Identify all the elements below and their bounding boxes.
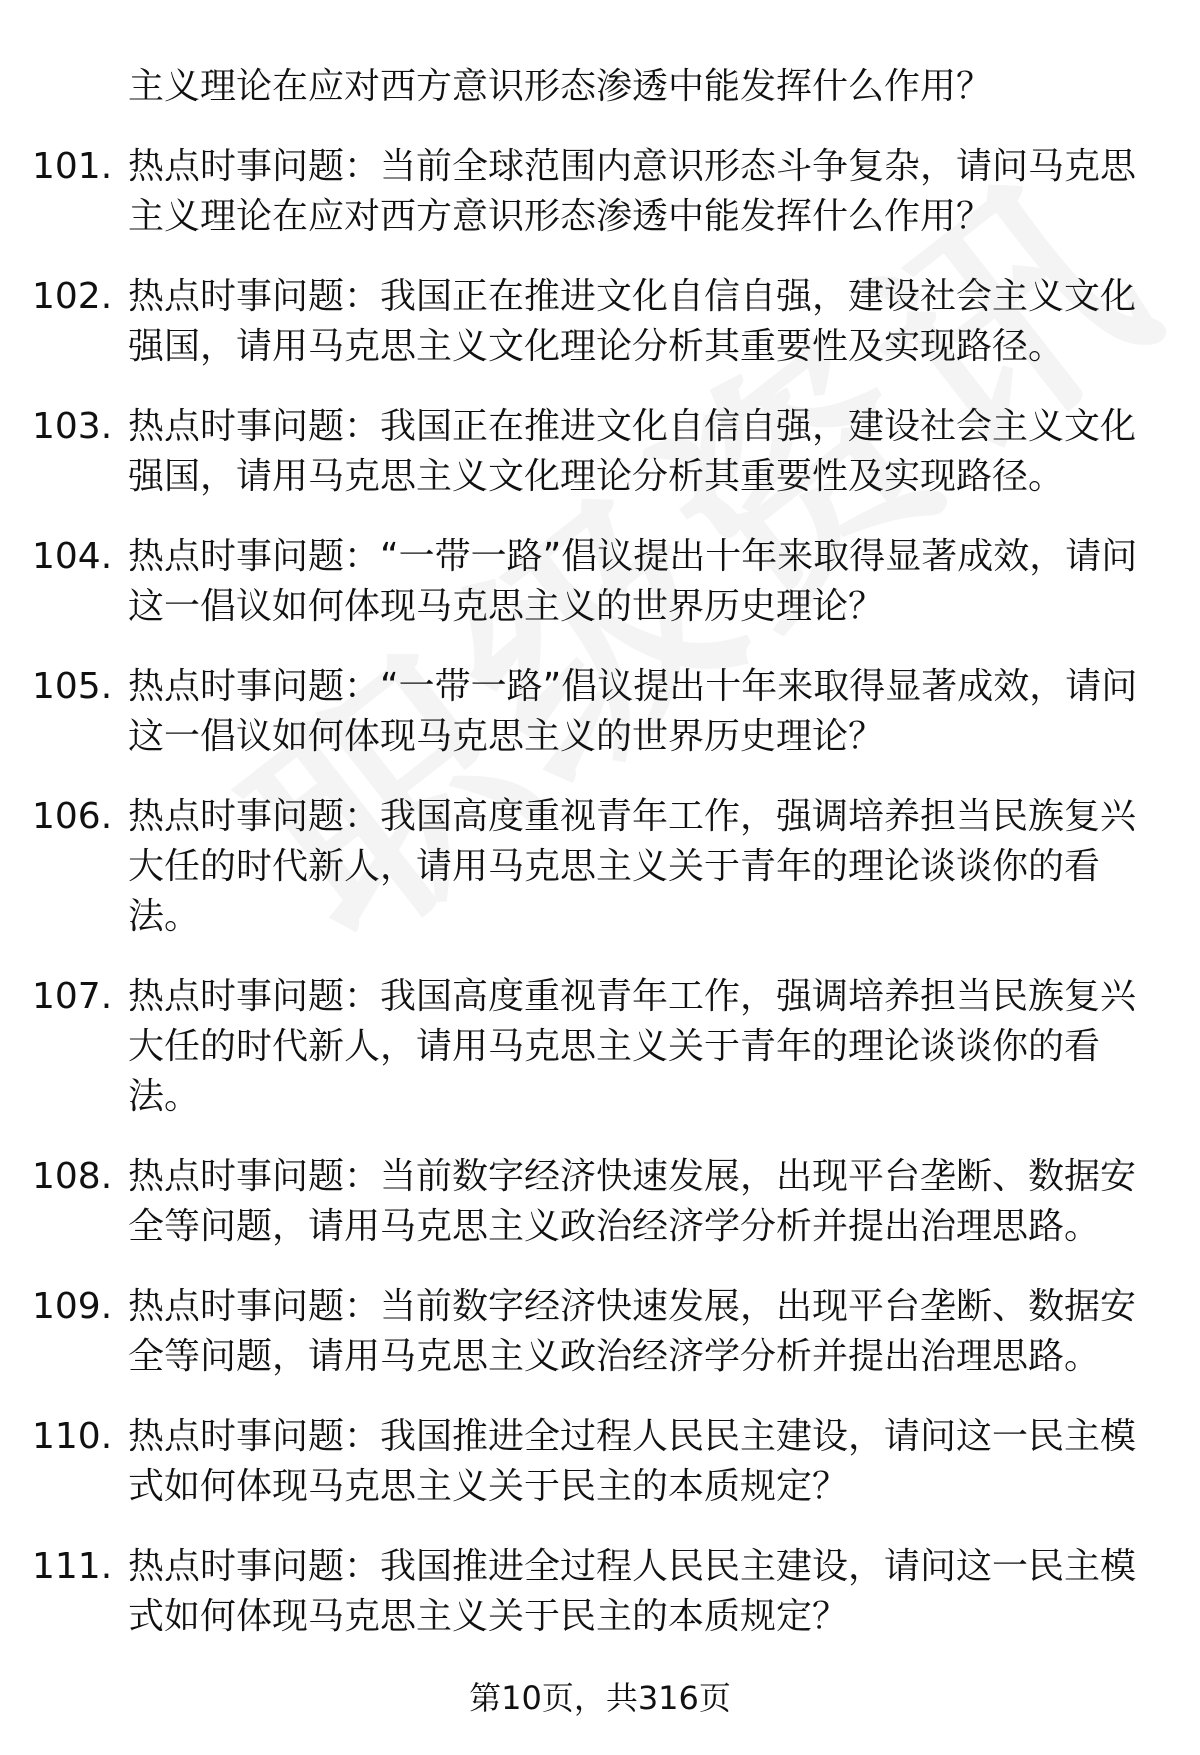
question-item [0, 792, 1138, 942]
question-item [0, 532, 1138, 632]
question-number: 102. [32, 276, 113, 317]
question-text: 热点时事问题：“一带一路”倡议提出十年来取得显著成效，请问这一倡议如何体现马克思主义的世界历史理论？ [128, 666, 1138, 757]
question-item [0, 1282, 1138, 1382]
question-number: 101. [32, 146, 113, 187]
question-text: 热点时事问题：当前数字经济快速发展，出现平台垄断、数据安全等问题，请用马克思主义政治经济学分析并提出治理思路。 [128, 1286, 1137, 1377]
question-text: 热点时事问题：我国正在推进文化自信自强，建设社会主义文化强国，请用马克思主义文化理论分析其重要性及实现路径。 [128, 276, 1137, 367]
question-number: 107. [32, 976, 113, 1017]
question-item [0, 1542, 1138, 1642]
question-item [0, 1152, 1138, 1252]
question-item [0, 1412, 1138, 1512]
question-item [0, 662, 1138, 762]
page-footer: 第10页，共316页 [469, 1679, 731, 1717]
question-number: 108. [32, 1156, 113, 1197]
question-text: 热点时事问题：我国推进全过程人民民主建设，请问这一民主模式如何体现马克思主义关于民主的本质规定？ [128, 1546, 1137, 1637]
question-number: 109. [32, 1286, 113, 1327]
question-text: 热点时事问题：我国推进全过程人民民主建设，请问这一民主模式如何体现马克思主义关于民主的本质规定？ [128, 1416, 1137, 1507]
question-text: 热点时事问题：我国高度重视青年工作，强调培养担当民族复兴大任的时代新人，请用马克思主义关于青年的理论谈谈你的看法。 [128, 796, 1137, 937]
question-item [0, 402, 1138, 502]
question-text: 热点时事问题：我国正在推进文化自信自强，建设社会主义文化强国，请用马克思主义文化理论分析其重要性及实现路径。 [128, 406, 1137, 497]
question-number: 106. [32, 796, 113, 837]
question-number: 105. [32, 666, 113, 707]
question-number: 103. [32, 406, 113, 447]
question-text: 热点时事问题：当前全球范围内意识形态斗争复杂，请问马克思主义理论在应对西方意识形态渗透中能发挥什么作用？ [128, 146, 1137, 237]
question-number: 110. [32, 1416, 113, 1457]
question-item [0, 272, 1138, 372]
question-text: 热点时事问题：“一带一路”倡议提出十年来取得显著成效，请问这一倡议如何体现马克思主义的世界历史理论？ [128, 536, 1138, 627]
continued-question-text: 主义理论在应对西方意识形态渗透中能发挥什么作用？ [128, 66, 993, 107]
question-text: 热点时事问题：当前数字经济快速发展，出现平台垄断、数据安全等问题，请用马克思主义政治经济学分析并提出治理思路。 [128, 1156, 1137, 1247]
question-item [0, 972, 1138, 1122]
question-item [0, 142, 1138, 242]
question-text: 热点时事问题：我国高度重视青年工作，强调培养担当民族复兴大任的时代新人，请用马克思主义关于青年的理论谈谈你的看法。 [128, 976, 1137, 1117]
question-number: 104. [32, 536, 113, 577]
question-number: 111. [32, 1546, 113, 1587]
question-list [0, 142, 1200, 1672]
